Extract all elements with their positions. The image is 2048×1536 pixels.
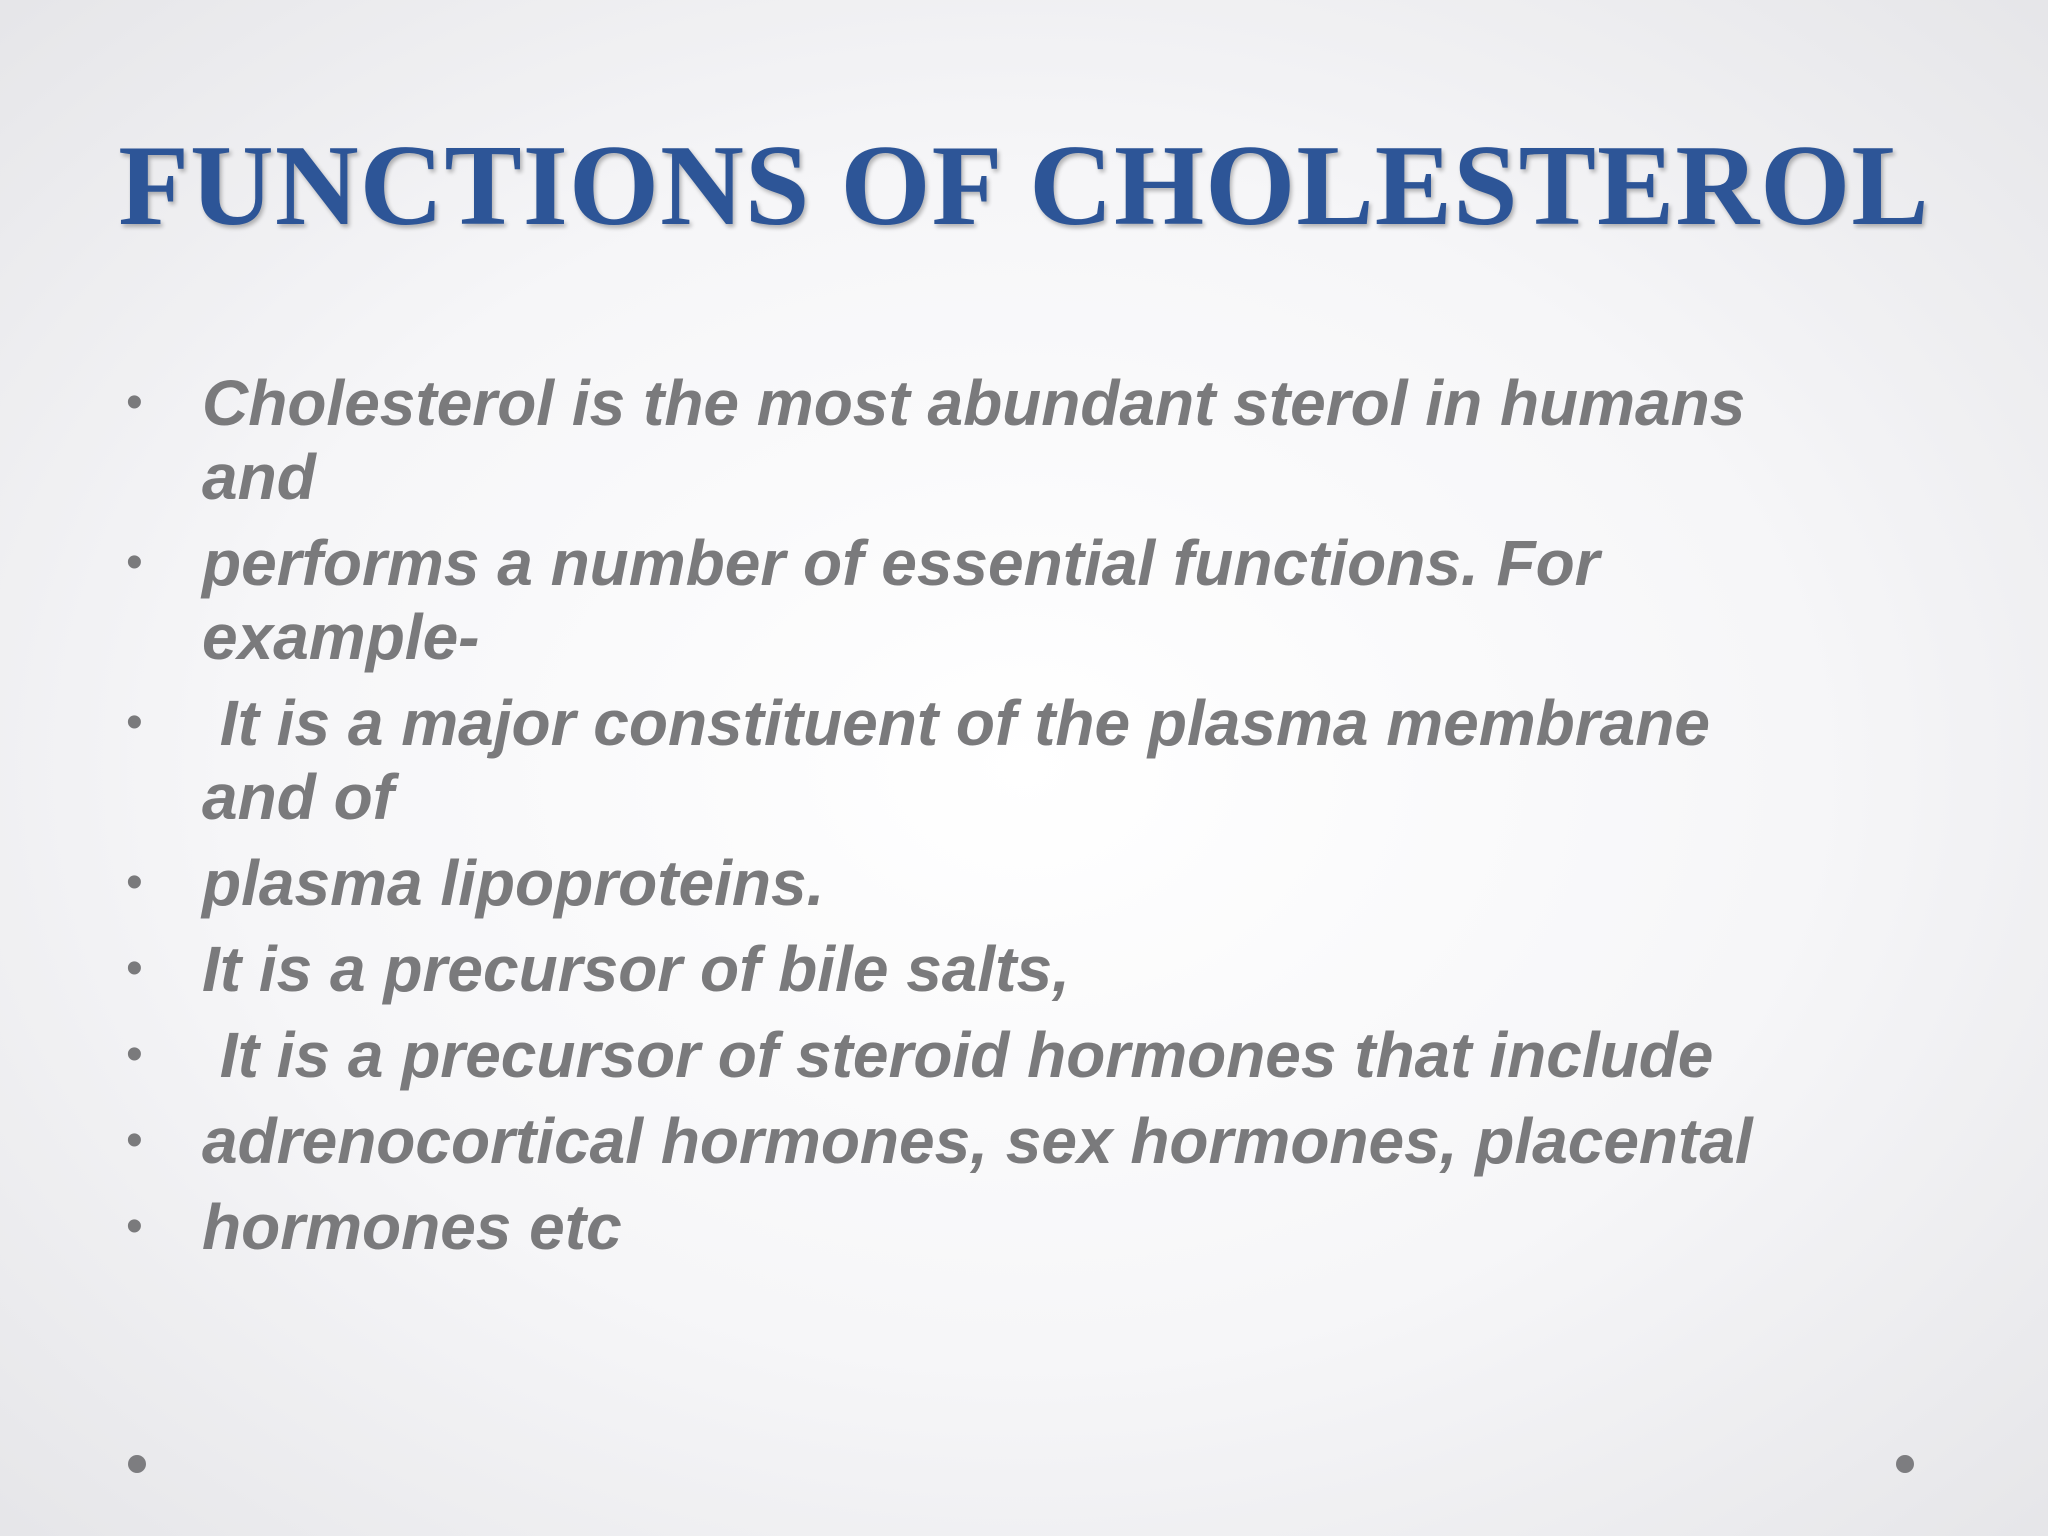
bullet-dot-icon: • [126,942,143,995]
bullet-item [124,1190,1904,1264]
bullet-dot-icon: • [126,376,143,429]
corner-dot-right-icon [1896,1455,1914,1473]
bullet-text: Cholesterol is the most abundant sterol in humans and [202,367,1746,513]
bullet-text: plasma lipoproteins. [202,847,825,919]
bullet-dot-icon: • [126,1200,143,1253]
bullet-item [124,846,1904,920]
bullet-list [124,366,1904,1276]
bullet-dot-icon: • [126,856,143,909]
bullet-dot-icon: • [126,536,143,589]
bullet-item [124,686,1904,834]
bullet-item [124,526,1904,674]
bullet-text: It is a major constituent of the plasma membrane and of [202,687,1710,833]
bullet-dot-icon: • [126,1114,143,1167]
bullet-dot-icon: • [126,1028,143,1081]
bullet-item [124,1104,1904,1178]
bullet-text: adrenocortical hormones, sex hormones, placental [202,1105,1753,1177]
bullet-dot-icon: • [126,696,143,749]
bullet-item [124,366,1904,514]
bullet-text: It is a precursor of bile salts, [202,933,1070,1005]
bullet-text: hormones etc [202,1191,622,1263]
bullet-text: performs a number of essential functions. For example- [202,527,1600,673]
slide-title: FUNCTIONS OF CHOLESTEROL [118,121,1930,250]
bullet-item [124,932,1904,1006]
bullet-text: It is a precursor of steroid hormones that include [202,1019,1714,1091]
corner-dot-left-icon [128,1455,146,1473]
bullet-item [124,1018,1904,1092]
